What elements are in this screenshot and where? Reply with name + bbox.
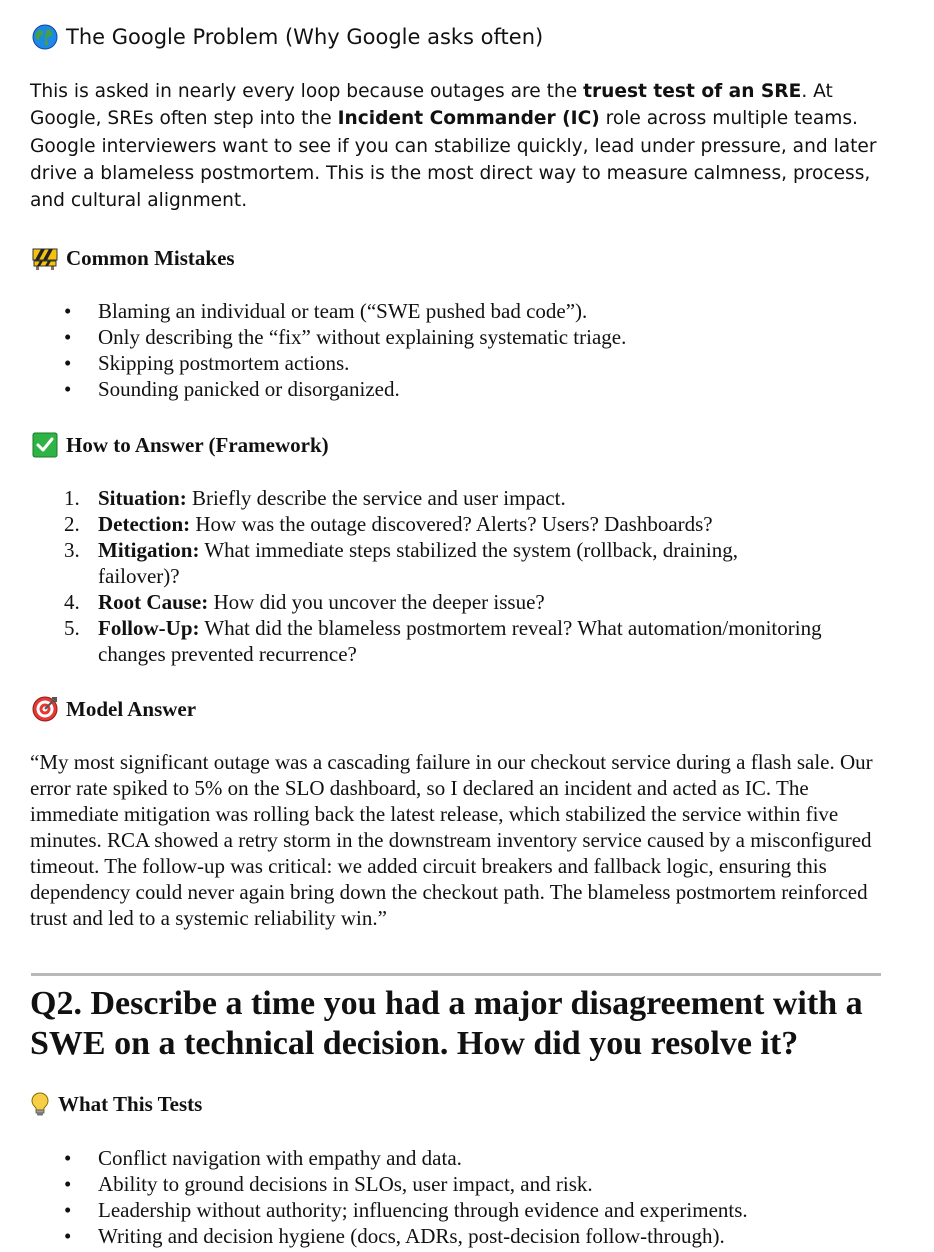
step-text: What immediate steps stabilized the system (rollback, draining, failover)? <box>98 538 738 588</box>
model-answer-title: Model Answer <box>66 696 197 721</box>
common-mistakes-title: Common Mistakes <box>66 245 235 270</box>
list-item: • Conflict navigation with empathy and data. <box>0 1145 748 1171</box>
how-to-answer-title: How to Answer (Framework) <box>66 432 329 457</box>
intro-bold-ic: Incident Commander (IC) <box>337 108 600 130</box>
step-number: 5. <box>64 616 80 640</box>
model-answer-text: “My most significant outage was a cascading failure in our checkout service during a flash sale. Our error rate spiked to 5% on the SLO dashboard, so I declared an incident and acted as IC. The immediate mitigation was rolling back the latest release, which stabilized the service within five minutes. RCA showed a retry storm in the downstream inventory service caused by a misconfigured timeout. The follow-up was critical: we added circuit breakers and fallback logic, ensuring this dependency could never again bring down the checkout path. The blameless postmortem reinforced trust and led to a systemic reliability win.” <box>30 750 873 930</box>
step-text: How did you uncover the deeper issue? <box>208 590 545 614</box>
list-item <box>0 615 890 667</box>
list-item: • Sounding panicked or disorganized. <box>0 376 626 402</box>
intro-text-1: This is asked in nearly every loop because outages are the <box>30 81 584 102</box>
step-label: Situation: <box>98 486 187 510</box>
construction-barrier-icon <box>32 245 58 271</box>
list-item: • Blaming an individual or team (“SWE pushed bad code”). <box>0 298 626 324</box>
step-text: How was the outage discovered? Alerts? Users? Dashboards? <box>190 512 713 536</box>
step-number: 3. <box>64 538 80 562</box>
list-item: • Leadership without authority; influencing through evidence and experiments. <box>0 1197 748 1223</box>
list-item: • Only describing the “fix” without explaining systematic triage. <box>0 324 626 350</box>
model-answer-heading <box>32 696 196 722</box>
step-label: Root Cause: <box>98 590 209 614</box>
what-this-tests-list <box>0 1145 748 1249</box>
step-number: 4. <box>64 590 80 614</box>
common-mistakes-heading <box>32 245 235 271</box>
check-mark-icon <box>32 432 58 458</box>
list-item <box>0 485 890 511</box>
google-problem-intro <box>30 78 880 214</box>
what-this-tests-title: What This Tests <box>58 1091 203 1116</box>
section-divider <box>31 973 881 976</box>
google-problem-title: The Google Problem (Why Google asks often) <box>66 25 544 49</box>
google-problem-heading <box>32 24 543 50</box>
framework-steps <box>0 485 890 667</box>
common-mistakes-list <box>0 298 626 402</box>
step-label: Detection: <box>98 512 191 536</box>
list-item: • Ability to ground decisions in SLOs, user impact, and risk. <box>0 1171 748 1197</box>
intro-bold-sre: truest test of an SRE <box>583 81 802 102</box>
list-item <box>0 537 890 589</box>
what-this-tests-heading <box>30 1091 202 1117</box>
target-icon <box>32 696 58 722</box>
light-bulb-icon <box>30 1091 50 1117</box>
step-number: 2. <box>64 512 80 536</box>
intro-text-3: role across multiple teams. Google interviewers want to see if you can stabilize quickly, lead under pressure, and later drive a blameless postmortem. This is the most direct way to measure calmness, process, and cultural alignment. <box>30 108 877 212</box>
list-item <box>0 511 890 537</box>
how-to-answer-heading <box>32 432 329 458</box>
list-item <box>0 589 890 615</box>
step-text: What did the blameless postmortem reveal? What automation/monitoring changes prevented recurrence? <box>98 616 822 666</box>
q2-title: Q2. Describe a time you had a major disagreement with a SWE on a technical decision. How did you resolve it? <box>30 985 863 1062</box>
step-number: 1. <box>64 486 80 510</box>
step-label: Follow-Up: <box>98 616 200 640</box>
globe-icon <box>32 24 58 50</box>
list-item: • Writing and decision hygiene (docs, ADRs, post-decision follow-through). <box>0 1223 748 1249</box>
step-text: Briefly describe the service and user impact. <box>186 486 566 510</box>
intro-text-2: . At Google, SREs often step into the <box>30 81 833 130</box>
list-item: • Skipping postmortem actions. <box>0 350 626 376</box>
step-label: Mitigation: <box>98 538 200 562</box>
